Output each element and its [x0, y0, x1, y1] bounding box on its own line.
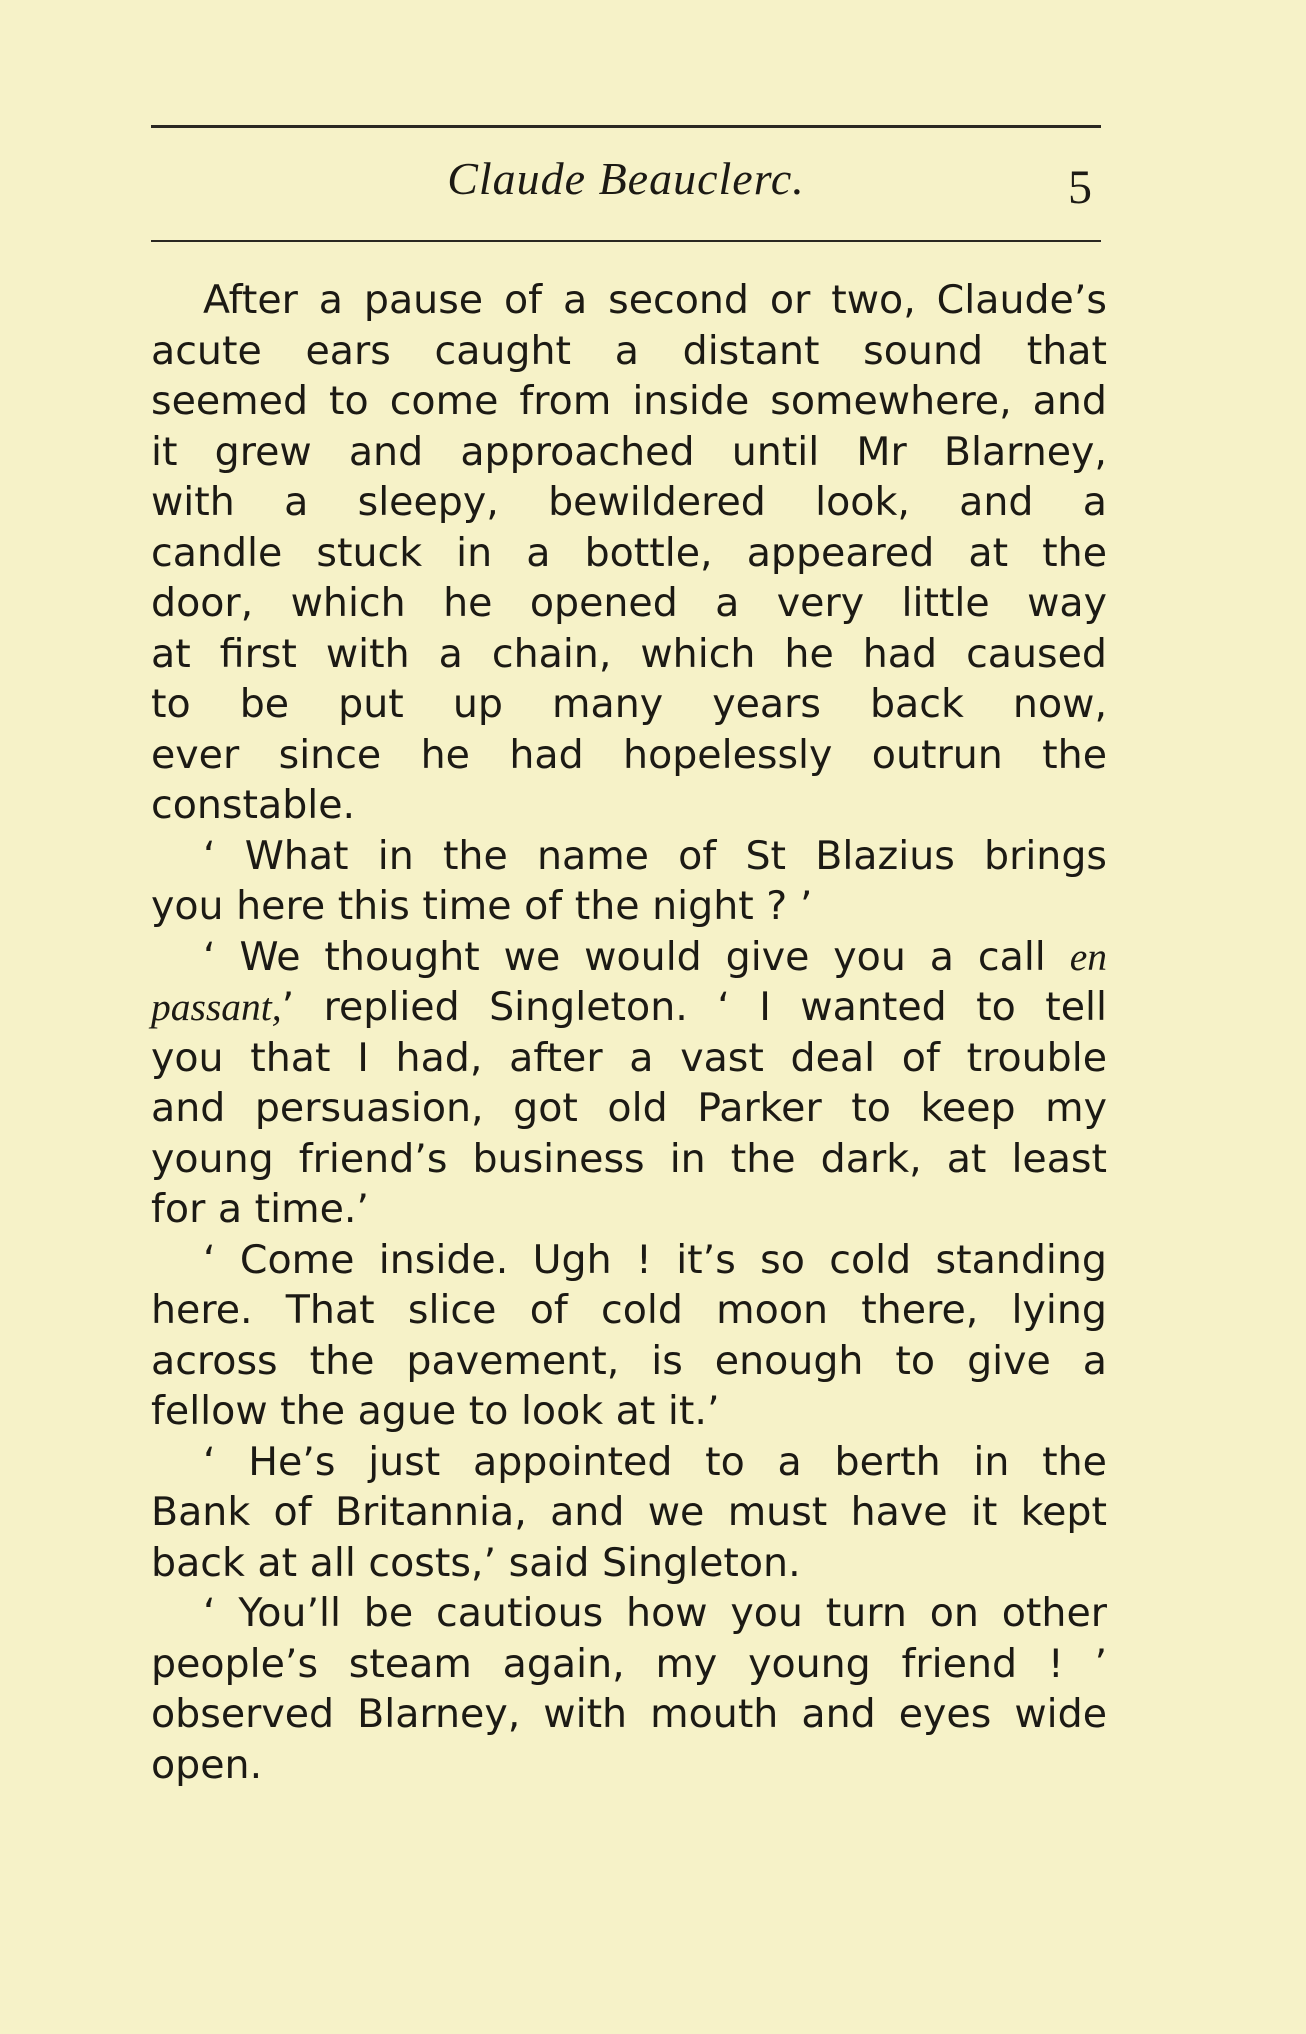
text-line: to be put up many years back now,	[151, 681, 1107, 727]
text-line: you here this time of the night ? ’	[151, 883, 813, 929]
header-bottom-rule	[151, 240, 1101, 242]
text-line: and persuasion, got old Parker to keep my	[151, 1085, 1107, 1131]
text-line: Bank of Britannia, and we must have it kept	[151, 1489, 1107, 1535]
text-line: at first with a chain, which he had caused	[151, 630, 1107, 677]
text-line-with-italic	[151, 932, 1107, 983]
text-line: it grew and approached until Mr Blarney,	[151, 428, 1107, 475]
text-line: seemed to come from inside somewhere, and	[151, 378, 1107, 424]
text-line: door, which he opened a very little way	[151, 580, 1107, 626]
text-line-with-italic	[151, 982, 1107, 1033]
italic-text: passant,	[151, 985, 282, 1029]
text-line: acute ears caught a distant sound that	[151, 327, 1107, 374]
text-line: for a time.’	[151, 1186, 369, 1232]
text-line: ‘ You’ll be cautious how you turn on other	[203, 1590, 1107, 1636]
text-line: After a pause of a second or two, Claude’s	[203, 277, 1107, 323]
text-line: ever since he had hopelessly outrun the	[151, 731, 1107, 778]
text-line: people’s steam again, my young friend ! ’	[151, 1640, 1107, 1687]
running-title: Claude Beauclerc.	[447, 153, 805, 204]
text-line: fellow the ague to look at it.’	[151, 1388, 720, 1434]
text-line: ‘ He’s just appointed to a berth in the	[203, 1438, 1107, 1485]
page-number: 5	[1068, 161, 1092, 214]
text-line: candle stuck in a bottle, appeared at the	[151, 529, 1107, 576]
text-segment: ‘ We thought we would give you a call	[203, 933, 1046, 980]
text-line: you that I had, after a vast deal of trouble	[151, 1034, 1107, 1081]
text-line: ‘ Come inside. Ugh ! it’s so cold standing	[203, 1236, 1107, 1283]
italic-text: en	[1069, 934, 1107, 979]
body-text	[151, 275, 1107, 1790]
text-line: observed Blarney, with mouth and eyes wide	[151, 1691, 1107, 1737]
header-top-rule	[151, 125, 1101, 128]
text-segment: ’ replied Singleton. ‘ I wanted to tell	[281, 984, 1107, 1030]
text-line: young friend’s business in the dark, at least	[151, 1135, 1107, 1182]
text-line: with a sleepy, bewildered look, and a	[151, 479, 1107, 525]
text-line: across the pavement, is enough to give a	[151, 1337, 1107, 1384]
text-line: here. That slice of cold moon there, lying	[151, 1287, 1107, 1333]
text-line: ‘ What in the name of St Blazius brings	[203, 832, 1107, 879]
text-line: back at all costs,’ said Singleton.	[151, 1539, 801, 1586]
text-line: open.	[151, 1741, 263, 1788]
text-line: constable.	[151, 782, 356, 828]
